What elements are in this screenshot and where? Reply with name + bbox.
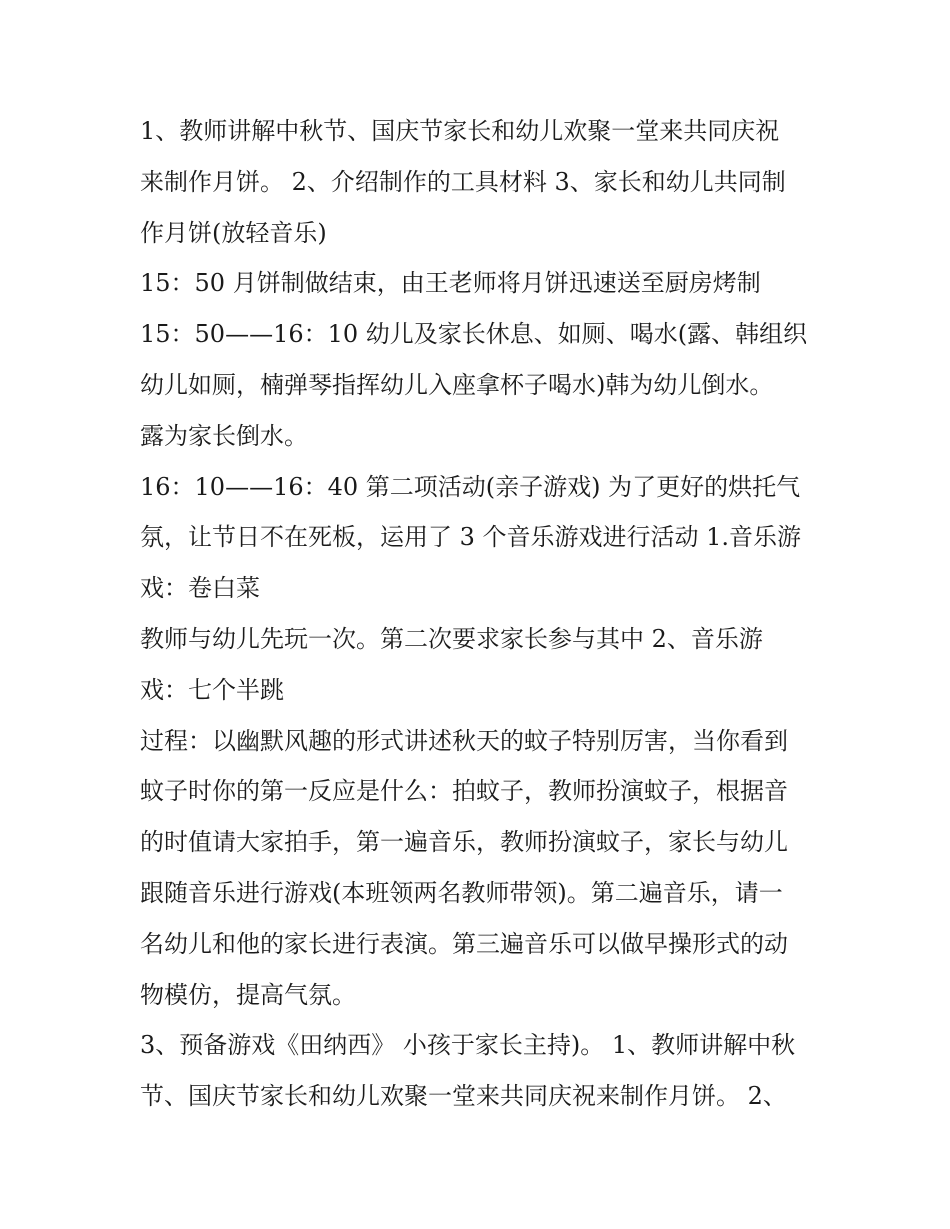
text-line: 戏：卷白菜: [140, 574, 260, 603]
text-line: 作月饼(放轻音乐): [140, 218, 327, 247]
text-line: 过程：以幽默风趣的形式讲述秋天的蚊子特别厉害，当你看到: [140, 726, 788, 755]
text-line: 物模仿，提高气氛。: [140, 980, 356, 1009]
text-line: 16：10——16：40 第二项活动(亲子游戏) 为了更好的烘托气: [140, 472, 801, 501]
text-line: 节、国庆节家长和幼儿欢聚一堂来共同庆祝来制作月饼。 2、: [140, 1082, 787, 1111]
document-body: [140, 106, 820, 1122]
text-line: 15：50——16：10 幼儿及家长休息、如厕、喝水(露、韩组织: [140, 320, 808, 349]
text-line: 露为家长倒水。: [140, 421, 308, 450]
text-line: 跟随音乐进行游戏(本班领两名教师带领)。第二遍音乐，请一: [140, 878, 783, 907]
text-line: 名幼儿和他的家长进行表演。第三遍音乐可以做早操形式的动: [140, 929, 788, 958]
text-line: 来制作月饼。 2、介绍制作的工具材料 3、家长和幼儿共同制: [140, 167, 786, 196]
text-line: 幼儿如厕，楠弹琴指挥幼儿入座拿杯子喝水)韩为幼儿倒水。: [140, 370, 774, 399]
text-line: 蚊子时你的第一反应是什么：拍蚊子，教师扮演蚊子，根据音: [140, 777, 788, 806]
text-line: 教师与幼儿先玩一次。第二次要求家长参与其中 2、音乐游: [140, 624, 763, 653]
text-line: 的时值请大家拍手，第一遍音乐，教师扮演蚊子，家长与幼儿: [140, 828, 788, 857]
text-line: 戏：七个半跳: [140, 675, 284, 704]
text-line: 15：50 月饼制做结束，由王老师将月饼迅速送至厨房烤制: [140, 269, 761, 298]
text-line: 氛，让节日不在死板，运用了 3 个音乐游戏进行活动 1.音乐游: [140, 523, 802, 552]
text-line: 1、教师讲解中秋节、国庆节家长和幼儿欢聚一堂来共同庆祝: [140, 117, 780, 145]
text-line: 3、预备游戏《田纳西》 小孩于家长主持)。 1、教师讲解中秋: [140, 1031, 796, 1060]
